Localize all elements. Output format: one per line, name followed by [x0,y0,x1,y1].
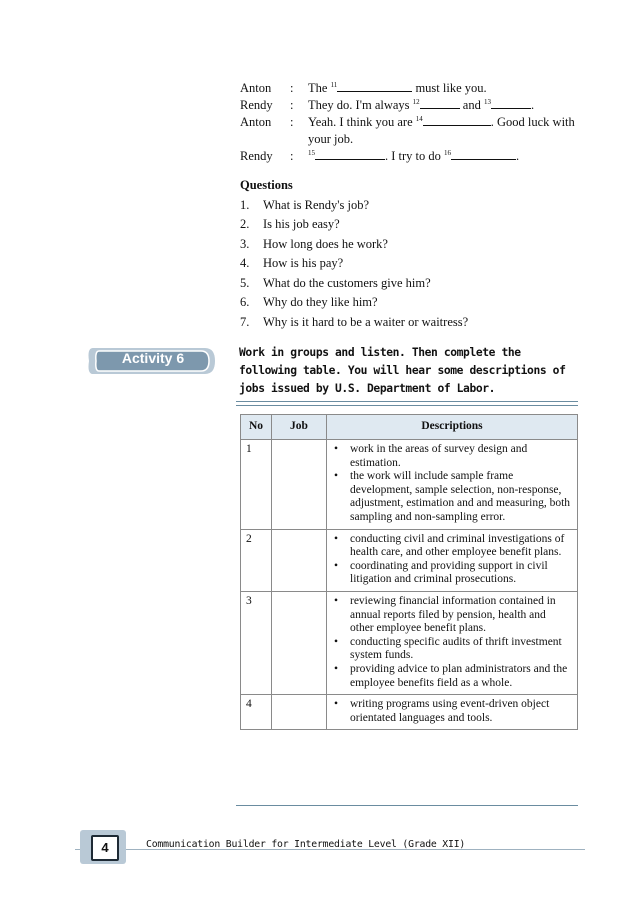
header-no: No [241,415,272,440]
question-text: Is his job easy? [263,217,340,231]
questions-list [240,196,585,333]
question-text: Why is it hard to be a waiter or waitress? [263,314,469,329]
blank-number: 14 [415,114,423,123]
description-text: conducting specific audits of thrift investment system funds. [350,635,562,662]
row-number: 4 [241,695,272,730]
activity-instruction: Work in groups and listen. Then complete the following table. You will hear some descriptions of jobs issued by U.S. Department of Labor. [239,346,566,395]
fill-in-blank [423,114,491,126]
dialogue-line [240,80,585,97]
speaker: Rendy [240,98,273,112]
line-text [308,80,585,97]
questions-section [240,176,585,332]
line-text [308,148,585,165]
description-bullet [332,443,572,470]
question-item [240,274,585,294]
text-run: The [308,81,331,95]
fill-in-blank [451,148,516,160]
fill-in-blank [420,97,460,109]
question-number: 3. [240,236,250,251]
questions-heading: Questions [240,178,293,192]
blank-number: 15 [308,148,315,157]
question-number: 1. [240,197,250,212]
description-text: work in the areas of survey design and estimation. [350,443,528,469]
table-row [241,695,578,730]
question-text: How is his pay? [263,256,344,270]
job-cell [272,529,327,591]
text-run: . [516,149,520,163]
bullet-icon: • [334,532,339,545]
description-text: providing advice to plan administrators and the employee benefits field as a whole. [350,662,568,689]
descriptions-cell [327,591,578,694]
description-bullet [332,560,572,587]
bullet-icon: • [334,559,339,572]
text-run: must like you. [412,81,487,95]
header-job: Job [272,415,327,440]
question-item [240,313,585,333]
bullet-icon: • [334,662,339,675]
colon: : [290,115,294,129]
table-header-row [241,415,578,440]
question-number: 6. [240,295,250,309]
divider [236,805,578,806]
bullet-icon: • [334,594,339,607]
blank-number: 11 [330,80,338,89]
dialogue [240,80,585,165]
description-text: coordinating and providing support in civil litigation and criminal prosecutions. [350,559,548,586]
question-item [240,235,585,255]
row-number: 2 [241,529,272,591]
bullet-icon: • [334,443,339,455]
blank-number: 12 [412,97,420,106]
question-number: 2. [240,217,250,231]
description-text: the work will include sample frame development, sample selection, non-response, adjustment, estimation and and measuring, both sampling and non-sampling error. [350,470,571,523]
activity-label: Activity 6 [121,350,185,366]
row-number: 3 [241,591,272,694]
text-run: . I try to do [385,149,445,163]
text-run: and [459,98,484,112]
fill-in-blank [491,97,531,109]
table-row [241,440,578,530]
question-item [240,215,585,235]
table-row [241,529,578,591]
text-run: . Good luck with your job. [308,115,575,146]
description-bullet [332,533,572,560]
description-bullet [332,470,572,524]
question-number: 7. [240,314,250,329]
bullet-icon: • [334,470,339,483]
question-text: Why do they like him? [263,295,378,309]
description-text: writing programs using event-driven object orientated languages and tools. [350,698,550,724]
book-title: Communication Builder for Intermediate Level (Grade XII) [146,839,466,850]
text-run: They do. I'm always [308,98,413,112]
colon: : [290,81,294,95]
table-row [241,591,578,694]
activity-badge [85,346,217,376]
job-cell [272,440,327,530]
question-text: What do the customers give him? [263,275,431,290]
job-cell [272,591,327,694]
descriptions-cell [327,695,578,730]
description-bullet [332,636,572,663]
description-bullet [332,595,572,636]
page-number: 4 [91,835,119,861]
row-number: 1 [241,440,272,530]
jobs-table [240,414,578,730]
question-number: 4. [240,256,250,270]
speaker: Anton [240,115,272,129]
description-text: conducting civil and criminal investigations of health care, and other employee benefit plans. [350,532,565,559]
question-text: How long does he work? [263,236,388,251]
question-number: 5. [240,275,250,290]
speaker: Anton [240,81,272,95]
fill-in-blank [337,80,412,92]
description-bullet [332,698,572,725]
blank-number: 13 [483,97,491,106]
divider [236,401,578,406]
dialogue-line [240,97,585,114]
question-text: What is Rendy's job? [263,197,370,212]
description-bullet [332,663,572,690]
question-item [240,196,585,216]
blank-number: 16 [444,148,452,157]
line-text [308,114,585,148]
text-run: Yeah. I think you are [308,115,416,129]
colon: : [290,149,294,163]
question-item [240,254,585,274]
fill-in-blank [315,148,385,160]
bullet-icon: • [334,635,339,648]
descriptions-cell [327,529,578,591]
question-item [240,293,585,313]
speaker: Rendy [240,149,273,163]
line-text [308,97,585,114]
text-run: . [530,98,535,112]
job-cell [272,695,327,730]
descriptions-cell [327,440,578,530]
dialogue-line [240,148,585,165]
header-descriptions: Descriptions [327,415,578,440]
description-text: reviewing financial information contained in annual reports filed by pension, health and other employee benefit plans. [350,594,556,635]
dialogue-line [240,114,585,148]
colon: : [290,98,294,112]
bullet-icon: • [334,698,339,711]
